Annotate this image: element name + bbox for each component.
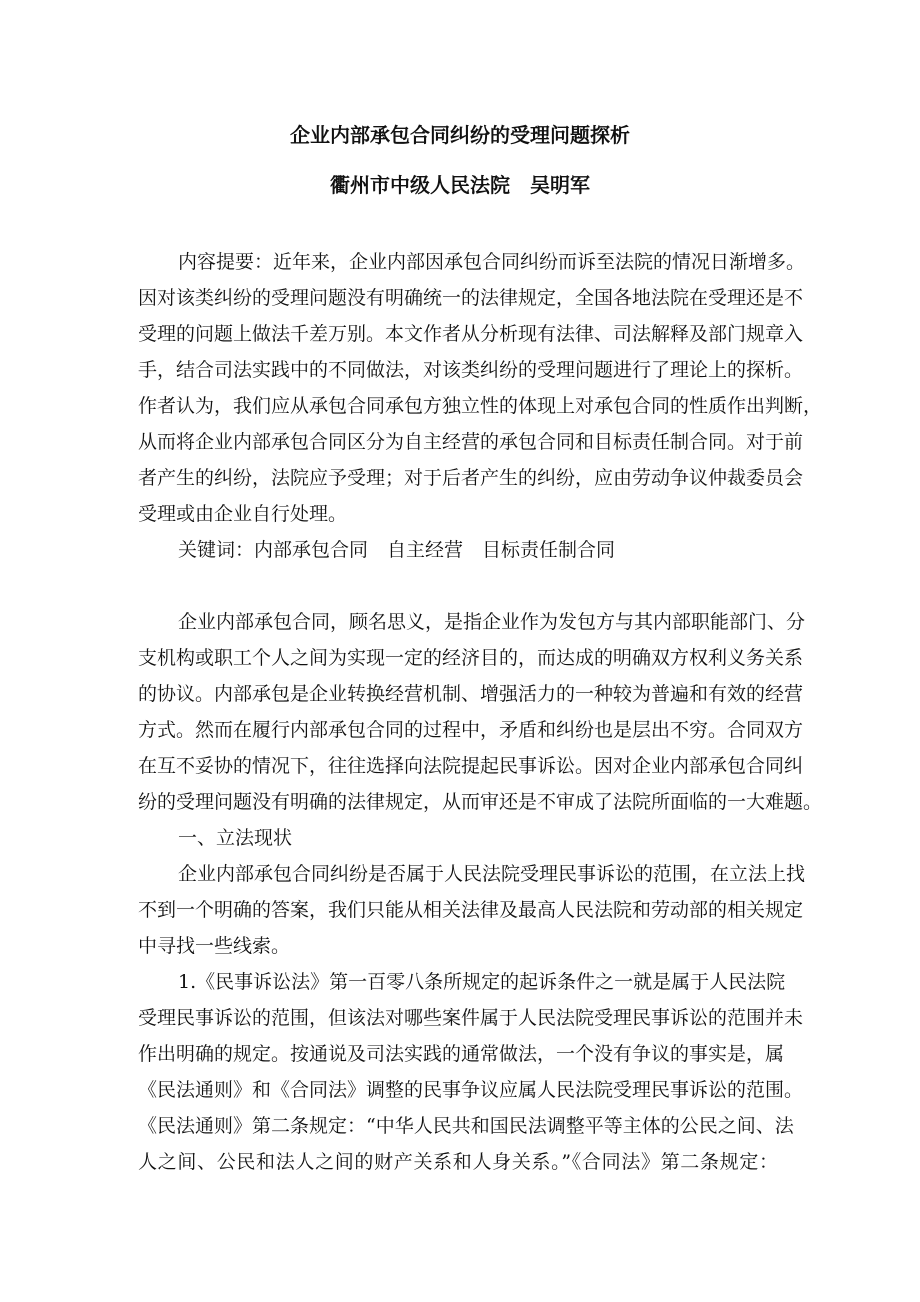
text-line: 人之间、公民和法人之间的财产关系和人身关系。”《合同法》第二条规定：: [138, 1151, 778, 1173]
text-line: 一、立法现状: [178, 827, 293, 849]
text-line: 在互不妥协的情况下，往往选择向法院提起民事诉讼。因对企业内部承包合同纠: [138, 755, 804, 777]
text-line: 受理的问题上做法千差万别。本文作者从分析现有法律、司法解释及部门规章入: [138, 323, 804, 345]
text-line: 《民法通则》和《合同法》调整的民事争议应属人民法院受理民事诉讼的范围。: [138, 1079, 804, 1101]
text-line: 企业内部承包合同，顾名思义，是指企业作为发包方与其内部职能部门、分: [178, 611, 806, 633]
document-author: 衢州市中级人民法院 吴明军: [330, 173, 590, 197]
text-line: 者产生的纠纷，法院应予受理；对于后者产生的纠纷，应由劳动争议仲裁委员会: [138, 467, 804, 489]
text-line: 纷的受理问题没有明确的法律规定，从而审还是不审成了法院所面临的一大难题。: [138, 791, 823, 813]
text-line: 不到一个明确的答案，我们只能从相关法律及最高人民法院和劳动部的相关规定: [138, 899, 804, 921]
text-line: 方式。然而在履行内部承包合同的过程中，矛盾和纠纷也是层出不穷。合同双方: [138, 719, 804, 741]
text-line: 支机构或职工个人之间为实现一定的经济目的，而达成的明确双方权利义务关系: [138, 647, 804, 669]
text-line: 作者认为，我们应从承包合同承包方独立性的体现上对承包合同的性质作出判断，: [138, 395, 823, 417]
text-line: 从而将企业内部承包合同区分为自主经营的承包合同和目标责任制合同。对于前: [138, 431, 804, 453]
document-title: 企业内部承包合同纠纷的受理问题探析: [290, 123, 630, 147]
text-line: 1.《民事诉讼法》第一百零八条所规定的起诉条件之一就是属于人民法院: [178, 971, 786, 993]
text-line: 的协议。内部承包是企业转换经营机制、增强活力的一种较为普遍和有效的经营: [138, 683, 804, 705]
text-line: 中寻找一些线索。: [138, 935, 291, 957]
text-line: 作出明确的规定。按通说及司法实践的通常做法，一个没有争议的事实是，属: [138, 1043, 785, 1065]
text-line: 《民法通则》第二条规定：“中华人民共和国民法调整平等主体的公民之间、法: [138, 1115, 794, 1137]
text-line: 企业内部承包合同纠纷是否属于人民法院受理民事诉讼的范围，在立法上找: [178, 863, 806, 885]
text-line: 因对该类纠纷的受理问题没有明确统一的法律规定，全国各地法院在受理还是不: [138, 287, 804, 309]
text-line: 内容提要：近年来，企业内部因承包合同纠纷而诉至法院的情况日渐增多。: [178, 251, 806, 273]
text-line: 受理或由企业自行处理。: [138, 503, 348, 525]
text-line: 受理民事诉讼的范围，但该法对哪些案件属于人民法院受理民事诉讼的范围并未: [138, 1007, 804, 1029]
text-line: 手，结合司法实践中的不同做法，对该类纠纷的受理问题进行了理论上的探析。: [138, 359, 804, 381]
text-line: 关键词：内部承包合同 自主经营 目标责任制合同: [178, 539, 616, 561]
